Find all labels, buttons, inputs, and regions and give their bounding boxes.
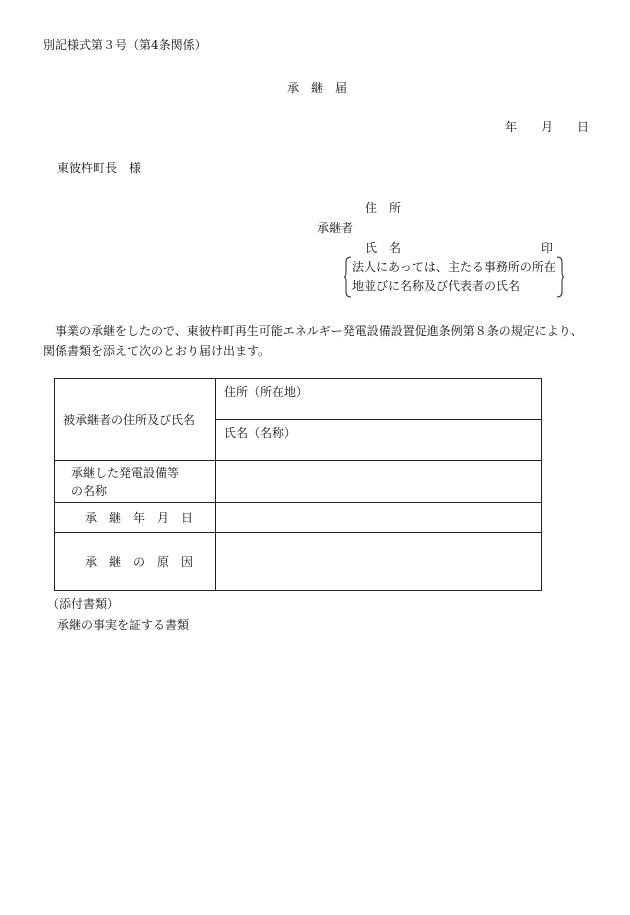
details-table <box>54 378 542 591</box>
date-month: 月 <box>541 120 554 134</box>
form-number: 別記様式第３号（第4条関係） <box>43 38 207 52</box>
role-label: 承継者 <box>317 221 354 235</box>
address-label: 住 所 <box>365 201 402 215</box>
name-label: 氏 名 <box>365 241 402 255</box>
date-value-cell <box>216 503 542 533</box>
predecessor-label: 被承継者の住所及び氏名 <box>55 379 216 461</box>
predecessor-address-cell <box>216 379 542 420</box>
date-year: 年 <box>505 120 518 134</box>
address-sub-label: 住所（所在地） <box>224 385 309 399</box>
seal-label: 印 <box>541 241 554 255</box>
reason-value-cell <box>216 533 542 591</box>
facility-label-line-2: の名称 <box>71 483 108 498</box>
note-line-1: 法人にあっては、主たる事務所の所在 <box>352 260 556 274</box>
attachment-item: 承継の事実を証する書類 <box>57 618 190 632</box>
addressee: 東彼杵町長 様 <box>57 161 142 175</box>
facility-value-cell <box>216 461 542 503</box>
date-label: 承 継 年 月 日 <box>55 503 216 533</box>
date-day: 日 <box>577 120 590 134</box>
reason-label: 承 継 の 原 因 <box>55 533 216 591</box>
attachments-label: （添付書類） <box>47 597 120 611</box>
document-title: 承 継 届 <box>287 81 348 95</box>
name-sub-label: 氏名（名称） <box>224 426 297 440</box>
corporate-note <box>344 256 564 298</box>
predecessor-name-cell <box>216 420 542 461</box>
note-line-2: 地並びに名称及び代表者の氏名 <box>352 279 521 293</box>
facility-label <box>55 461 216 503</box>
facility-label-line-1: 承継した発電設備等 <box>71 465 180 480</box>
body-paragraph: 事業の承継をしたので、東彼杵町再生可能エネルギー発電設備設置促進条例第８条の規定により、関係書類を添えて次のとおり届け出ます。 <box>43 324 583 358</box>
